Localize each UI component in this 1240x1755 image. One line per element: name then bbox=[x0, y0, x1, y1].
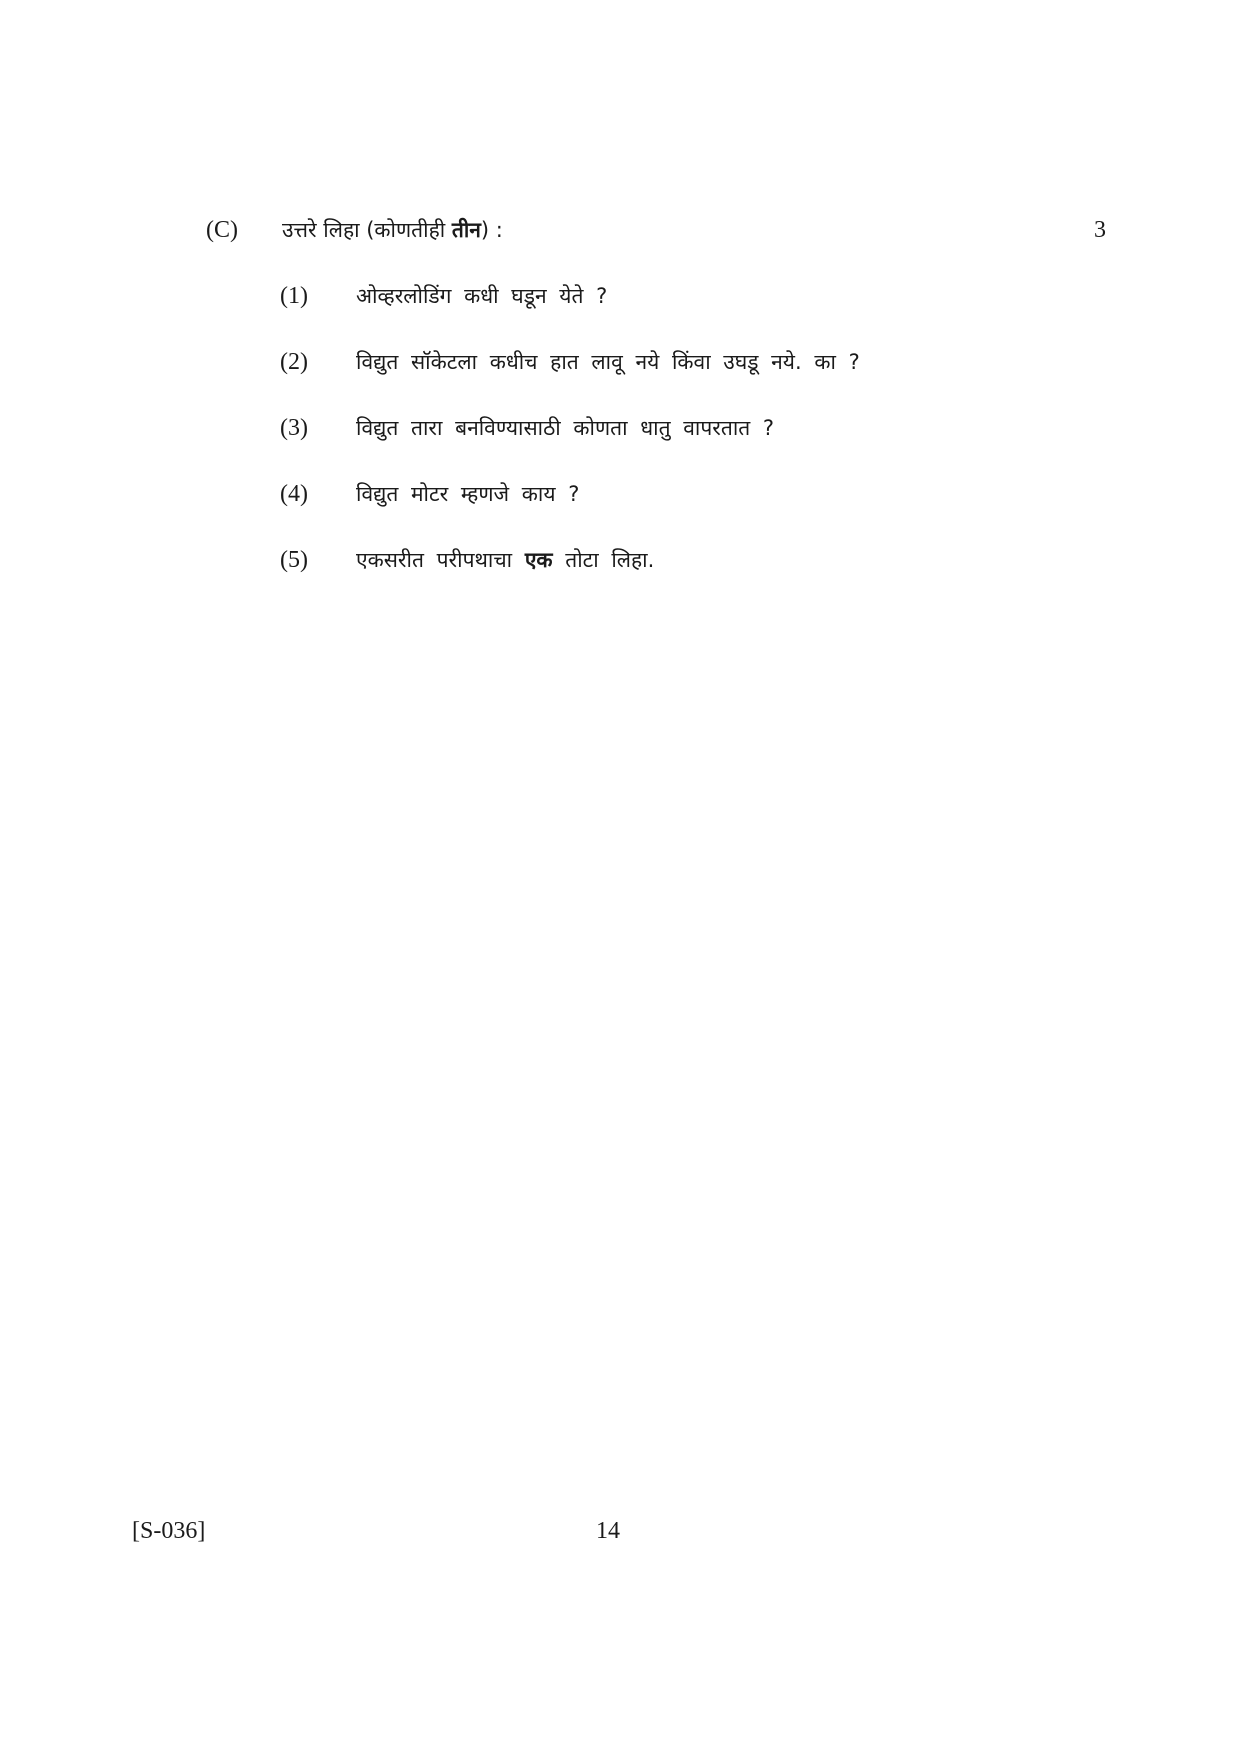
question-item bbox=[280, 278, 1080, 314]
question-text bbox=[356, 344, 860, 380]
question-number: (2) bbox=[280, 349, 308, 375]
question-text-start: विद्युत मोटर म्हणजे काय ? bbox=[356, 482, 580, 506]
question-text-start: विद्युत सॉकेटला कधीच हात लावू नये किंवा उघडू नये. का ? bbox=[356, 350, 860, 374]
question-list bbox=[280, 278, 1080, 608]
question-text bbox=[356, 542, 654, 578]
section-c-heading bbox=[206, 212, 1106, 248]
paper-code: [S-036] bbox=[132, 1518, 206, 1544]
page-number: 14 bbox=[596, 1518, 620, 1544]
section-instruction-emphasis: तीन bbox=[451, 218, 481, 242]
section-label: (C) bbox=[206, 217, 238, 243]
question-number: (5) bbox=[280, 547, 308, 573]
section-instruction-start: उत्तरे लिहा (कोणतीही bbox=[282, 218, 452, 242]
question-text-start: ओव्हरलोडिंग कधी घडून येते ? bbox=[356, 284, 608, 308]
section-marks: 3 bbox=[1094, 217, 1106, 243]
section-instruction-end: ) : bbox=[480, 218, 503, 242]
question-text bbox=[356, 476, 579, 512]
question-number: (3) bbox=[280, 415, 308, 441]
question-number: (1) bbox=[280, 283, 308, 309]
question-item bbox=[280, 542, 1080, 578]
question-item bbox=[280, 344, 1080, 380]
question-text bbox=[356, 278, 607, 314]
section-instruction bbox=[282, 212, 503, 248]
question-item bbox=[280, 410, 1080, 446]
question-text-end: तोटा लिहा. bbox=[552, 548, 655, 572]
question-text-emphasis: एक bbox=[524, 548, 553, 572]
question-number: (4) bbox=[280, 481, 308, 507]
question-text bbox=[356, 410, 774, 446]
question-text-start: एकसरीत परीपथाचा bbox=[356, 548, 525, 572]
question-item bbox=[280, 476, 1080, 512]
question-text-start: विद्युत तारा बनविण्यासाठी कोणता धातु वापरतात ? bbox=[356, 416, 775, 440]
